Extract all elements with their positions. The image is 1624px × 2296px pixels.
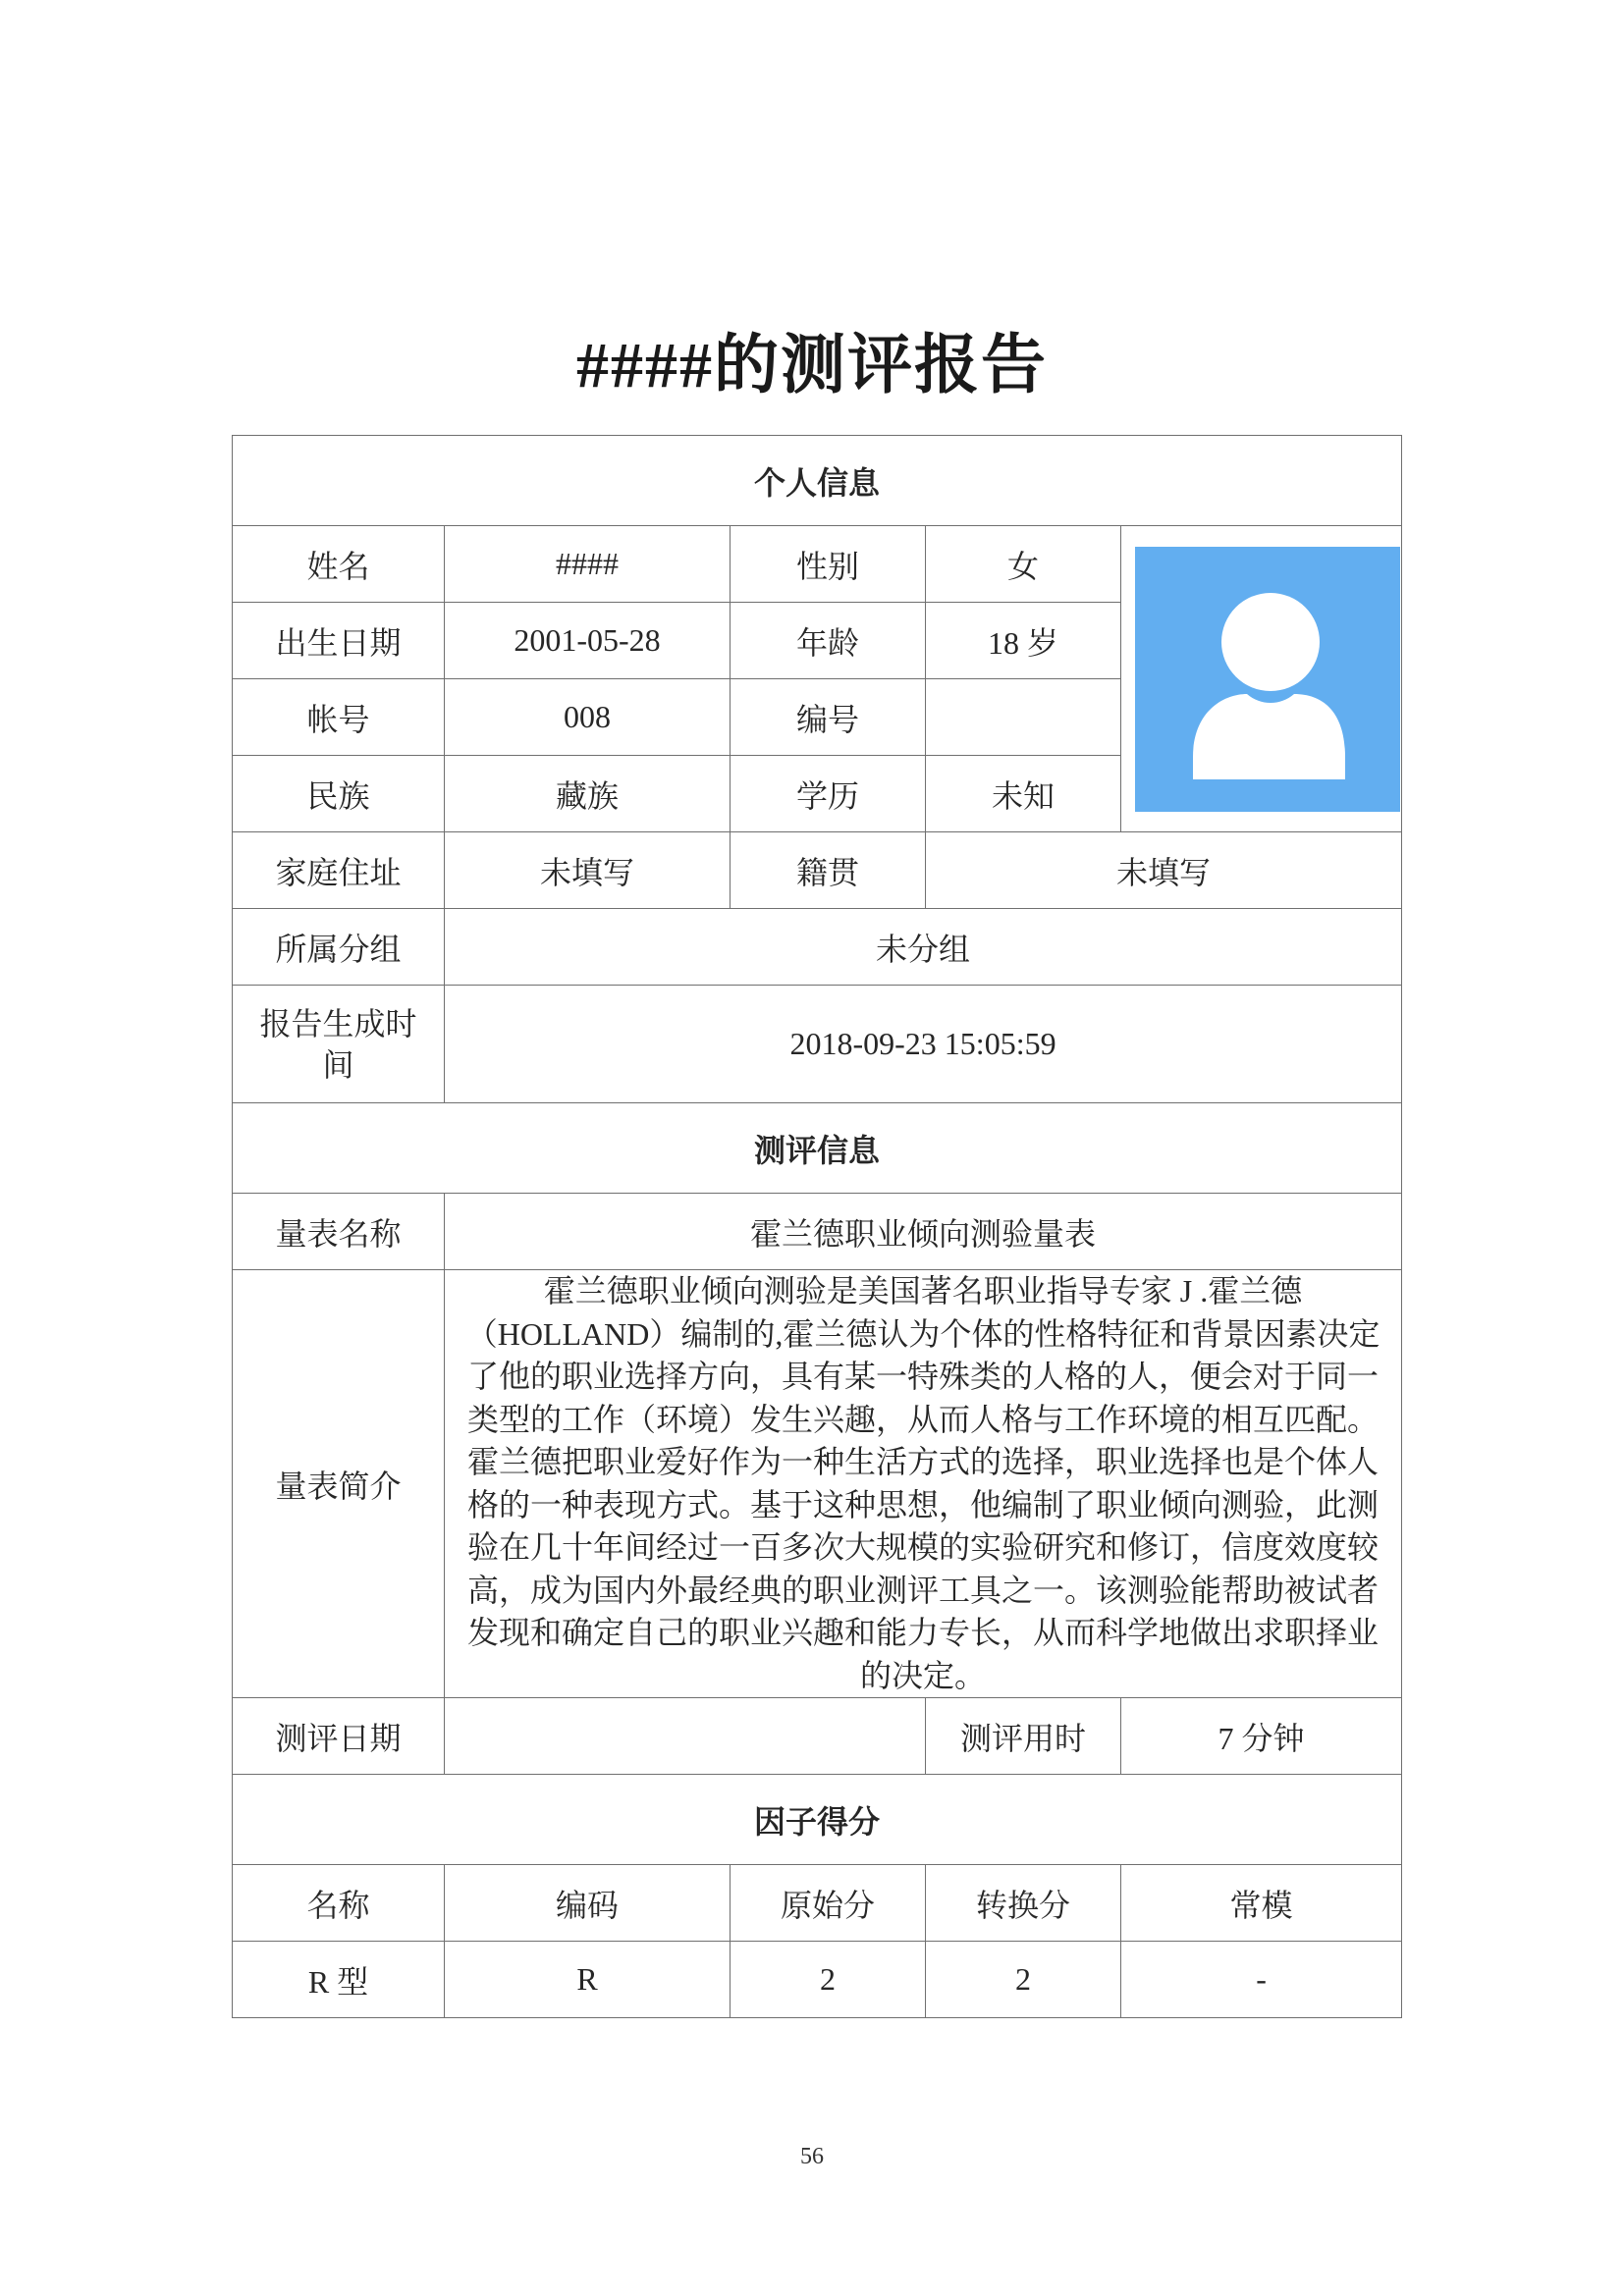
age-label: 年龄 — [731, 603, 926, 679]
gender-value: 女 — [926, 526, 1121, 603]
intro-label: 量表简介 — [233, 1270, 445, 1698]
account-value: 008 — [445, 679, 731, 756]
birth-label: 出生日期 — [233, 603, 445, 679]
origin-label: 籍贯 — [731, 832, 926, 909]
name-value: #### — [445, 526, 731, 603]
factor-norm: - — [1121, 1942, 1402, 2018]
page-number: 56 — [800, 2144, 824, 2169]
duration-value: 7 分钟 — [1121, 1698, 1402, 1775]
gender-label: 性别 — [731, 526, 926, 603]
report-title: ####的测评报告 — [576, 330, 1048, 401]
origin-value: 未填写 — [926, 832, 1402, 909]
report-table — [232, 435, 1402, 2018]
ethnicity-label: 民族 — [233, 756, 445, 832]
assessment-date-label: 测评日期 — [233, 1698, 445, 1775]
account-label: 帐号 — [233, 679, 445, 756]
factor-header-code: 编码 — [445, 1865, 731, 1942]
report-time-value: 2018-09-23 15:05:59 — [445, 986, 1402, 1103]
factor-scores-heading: 因子得分 — [233, 1775, 1402, 1865]
report-time-label: 报告生成时间 — [233, 986, 445, 1103]
group-value: 未分组 — [445, 909, 1402, 986]
education-value: 未知 — [926, 756, 1121, 832]
number-value — [926, 679, 1121, 756]
factor-code: R — [445, 1942, 731, 2018]
factor-header-converted: 转换分 — [926, 1865, 1121, 1942]
photo-cell — [1121, 526, 1402, 832]
age-value: 18 岁 — [926, 603, 1121, 679]
scale-name-value: 霍兰德职业倾向测验量表 — [445, 1194, 1402, 1270]
user-avatar-icon — [1135, 547, 1400, 812]
factor-name: R 型 — [233, 1942, 445, 2018]
scale-name-label: 量表名称 — [233, 1194, 445, 1270]
birth-value: 2001-05-28 — [445, 603, 731, 679]
intro-value: 霍兰德职业倾向测验是美国著名职业指导专家 J .霍兰德（HOLLAND）编制的,霍兰德认为个体的性格特征和背景因素决定了他的职业选择方向，具有某一特殊类的人格的人，便会对于同一类型的工作（环境）发生兴趣，从而人格与工作环境的相互匹配。霍兰德把职业爱好作为一种生活方式的选择，职业选择也是个体人格的一种表现方式。基于这种思想，他编制了职业倾向测验，此测验在几十年间经过一百多次大规模的实验研究和修订，信度效度较高，成为国内外最经典的职业测评工具之一。该测验能帮助被试者发现和确定自己的职业兴趣和能力专长，从而科学地做出求职择业的决定。 — [445, 1270, 1402, 1698]
ethnicity-value: 藏族 — [445, 756, 731, 832]
address-value: 未填写 — [445, 832, 731, 909]
assessment-date-value — [445, 1698, 926, 1775]
factor-converted-score: 2 — [926, 1942, 1121, 2018]
number-label: 编号 — [731, 679, 926, 756]
personal-info-heading: 个人信息 — [233, 436, 1402, 526]
table-row — [233, 1942, 1402, 2018]
factor-raw-score: 2 — [731, 1942, 926, 2018]
duration-label: 测评用时 — [926, 1698, 1121, 1775]
factor-header-name: 名称 — [233, 1865, 445, 1942]
group-label: 所属分组 — [233, 909, 445, 986]
factor-header-norm: 常模 — [1121, 1865, 1402, 1942]
assessment-info-heading: 测评信息 — [233, 1103, 1402, 1194]
address-label: 家庭住址 — [233, 832, 445, 909]
factor-header-raw: 原始分 — [731, 1865, 926, 1942]
name-label: 姓名 — [233, 526, 445, 603]
education-label: 学历 — [731, 756, 926, 832]
